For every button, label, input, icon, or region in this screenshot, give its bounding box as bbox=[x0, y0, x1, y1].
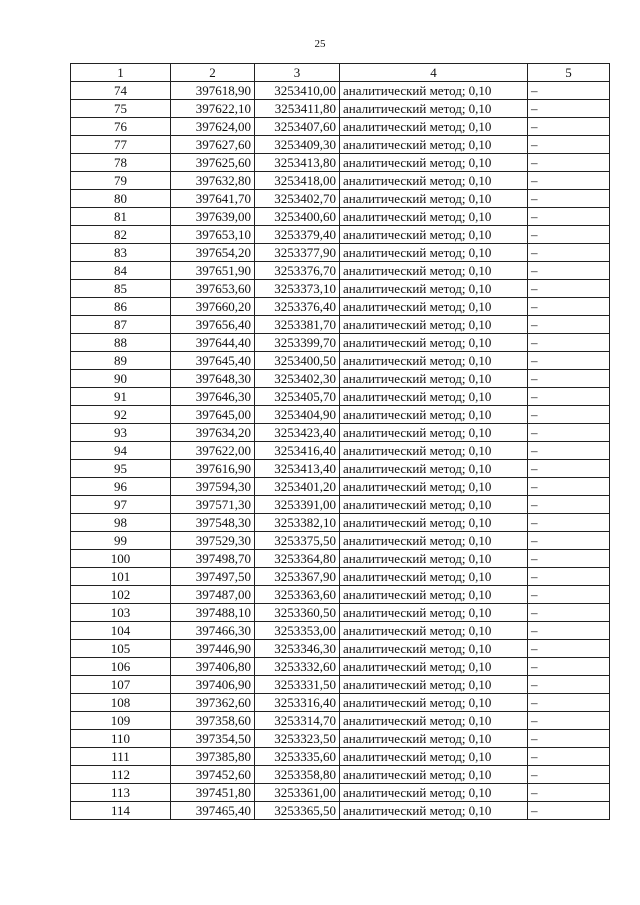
table-header bbox=[71, 64, 610, 82]
table-row bbox=[71, 460, 610, 478]
method-accuracy-cell: аналитический метод; 0,10 bbox=[340, 442, 528, 460]
point-number-cell: 86 bbox=[71, 298, 171, 316]
note-cell: – bbox=[528, 730, 610, 748]
note-cell: – bbox=[528, 172, 610, 190]
x-coordinate-cell: 397646,30 bbox=[171, 388, 255, 406]
x-coordinate-cell: 397653,60 bbox=[171, 280, 255, 298]
note-cell: – bbox=[528, 316, 610, 334]
note-cell: – bbox=[528, 100, 610, 118]
table-row bbox=[71, 352, 610, 370]
method-accuracy-cell: аналитический метод; 0,10 bbox=[340, 262, 528, 280]
y-coordinate-cell: 3253400,50 bbox=[255, 352, 340, 370]
note-cell: – bbox=[528, 136, 610, 154]
x-coordinate-cell: 397648,30 bbox=[171, 370, 255, 388]
method-accuracy-cell: аналитический метод; 0,10 bbox=[340, 316, 528, 334]
note-cell: – bbox=[528, 568, 610, 586]
note-cell: – bbox=[528, 766, 610, 784]
x-coordinate-cell: 397354,50 bbox=[171, 730, 255, 748]
method-accuracy-cell: аналитический метод; 0,10 bbox=[340, 406, 528, 424]
table-row bbox=[71, 676, 610, 694]
note-cell: – bbox=[528, 712, 610, 730]
point-number-cell: 113 bbox=[71, 784, 171, 802]
y-coordinate-cell: 3253331,50 bbox=[255, 676, 340, 694]
note-cell: – bbox=[528, 424, 610, 442]
x-coordinate-cell: 397465,40 bbox=[171, 802, 255, 820]
table-row bbox=[71, 226, 610, 244]
y-coordinate-cell: 3253323,50 bbox=[255, 730, 340, 748]
x-coordinate-cell: 397622,10 bbox=[171, 100, 255, 118]
point-number-cell: 85 bbox=[71, 280, 171, 298]
y-coordinate-cell: 3253405,70 bbox=[255, 388, 340, 406]
x-coordinate-cell: 397497,50 bbox=[171, 568, 255, 586]
x-coordinate-cell: 397488,10 bbox=[171, 604, 255, 622]
method-accuracy-cell: аналитический метод; 0,10 bbox=[340, 514, 528, 532]
point-number-cell: 92 bbox=[71, 406, 171, 424]
x-coordinate-cell: 397616,90 bbox=[171, 460, 255, 478]
method-accuracy-cell: аналитический метод; 0,10 bbox=[340, 622, 528, 640]
note-cell: – bbox=[528, 478, 610, 496]
note-cell: – bbox=[528, 550, 610, 568]
method-accuracy-cell: аналитический метод; 0,10 bbox=[340, 226, 528, 244]
table-row bbox=[71, 406, 610, 424]
point-number-cell: 100 bbox=[71, 550, 171, 568]
header-row bbox=[71, 64, 610, 82]
note-cell: – bbox=[528, 748, 610, 766]
x-coordinate-cell: 397618,90 bbox=[171, 82, 255, 100]
y-coordinate-cell: 3253316,40 bbox=[255, 694, 340, 712]
note-cell: – bbox=[528, 226, 610, 244]
method-accuracy-cell: аналитический метод; 0,10 bbox=[340, 352, 528, 370]
method-accuracy-cell: аналитический метод; 0,10 bbox=[340, 280, 528, 298]
note-cell: – bbox=[528, 622, 610, 640]
y-coordinate-cell: 3253377,90 bbox=[255, 244, 340, 262]
x-coordinate-cell: 397656,40 bbox=[171, 316, 255, 334]
note-cell: – bbox=[528, 298, 610, 316]
point-number-cell: 96 bbox=[71, 478, 171, 496]
point-number-cell: 83 bbox=[71, 244, 171, 262]
y-coordinate-cell: 3253365,50 bbox=[255, 802, 340, 820]
point-number-cell: 88 bbox=[71, 334, 171, 352]
table-row bbox=[71, 334, 610, 352]
y-coordinate-cell: 3253413,40 bbox=[255, 460, 340, 478]
table-row bbox=[71, 604, 610, 622]
table-row bbox=[71, 568, 610, 586]
method-accuracy-cell: аналитический метод; 0,10 bbox=[340, 478, 528, 496]
x-coordinate-cell: 397645,00 bbox=[171, 406, 255, 424]
y-coordinate-cell: 3253335,60 bbox=[255, 748, 340, 766]
note-cell: – bbox=[528, 586, 610, 604]
x-coordinate-cell: 397406,90 bbox=[171, 676, 255, 694]
table-row bbox=[71, 532, 610, 550]
y-coordinate-cell: 3253367,90 bbox=[255, 568, 340, 586]
point-number-cell: 87 bbox=[71, 316, 171, 334]
point-number-cell: 74 bbox=[71, 82, 171, 100]
table-row bbox=[71, 298, 610, 316]
note-cell: – bbox=[528, 532, 610, 550]
x-coordinate-cell: 397624,00 bbox=[171, 118, 255, 136]
method-accuracy-cell: аналитический метод; 0,10 bbox=[340, 370, 528, 388]
point-number-cell: 106 bbox=[71, 658, 171, 676]
method-accuracy-cell: аналитический метод; 0,10 bbox=[340, 154, 528, 172]
x-coordinate-cell: 397358,60 bbox=[171, 712, 255, 730]
table-row bbox=[71, 514, 610, 532]
point-number-cell: 82 bbox=[71, 226, 171, 244]
x-coordinate-cell: 397632,80 bbox=[171, 172, 255, 190]
method-accuracy-cell: аналитический метод; 0,10 bbox=[340, 334, 528, 352]
table-row bbox=[71, 766, 610, 784]
y-coordinate-cell: 3253401,20 bbox=[255, 478, 340, 496]
note-cell: – bbox=[528, 208, 610, 226]
table-row bbox=[71, 424, 610, 442]
point-number-cell: 101 bbox=[71, 568, 171, 586]
point-number-cell: 77 bbox=[71, 136, 171, 154]
table-row bbox=[71, 496, 610, 514]
table-row bbox=[71, 136, 610, 154]
y-coordinate-cell: 3253399,70 bbox=[255, 334, 340, 352]
method-accuracy-cell: аналитический метод; 0,10 bbox=[340, 82, 528, 100]
x-coordinate-cell: 397641,70 bbox=[171, 190, 255, 208]
x-coordinate-cell: 397627,60 bbox=[171, 136, 255, 154]
note-cell: – bbox=[528, 370, 610, 388]
y-coordinate-cell: 3253376,70 bbox=[255, 262, 340, 280]
method-accuracy-cell: аналитический метод; 0,10 bbox=[340, 766, 528, 784]
point-number-cell: 76 bbox=[71, 118, 171, 136]
table-row bbox=[71, 262, 610, 280]
table-row bbox=[71, 586, 610, 604]
y-coordinate-cell: 3253410,00 bbox=[255, 82, 340, 100]
method-accuracy-cell: аналитический метод; 0,10 bbox=[340, 172, 528, 190]
x-coordinate-cell: 397639,00 bbox=[171, 208, 255, 226]
table-row bbox=[71, 370, 610, 388]
x-coordinate-cell: 397644,40 bbox=[171, 334, 255, 352]
note-cell: – bbox=[528, 388, 610, 406]
point-number-cell: 114 bbox=[71, 802, 171, 820]
y-coordinate-cell: 3253382,10 bbox=[255, 514, 340, 532]
point-number-cell: 95 bbox=[71, 460, 171, 478]
table-row bbox=[71, 640, 610, 658]
header-col-1: 1 bbox=[71, 64, 171, 82]
y-coordinate-cell: 3253411,80 bbox=[255, 100, 340, 118]
y-coordinate-cell: 3253360,50 bbox=[255, 604, 340, 622]
y-coordinate-cell: 3253346,30 bbox=[255, 640, 340, 658]
note-cell: – bbox=[528, 460, 610, 478]
table-row bbox=[71, 730, 610, 748]
method-accuracy-cell: аналитический метод; 0,10 bbox=[340, 640, 528, 658]
header-col-3: 3 bbox=[255, 64, 340, 82]
method-accuracy-cell: аналитический метод; 0,10 bbox=[340, 658, 528, 676]
y-coordinate-cell: 3253375,50 bbox=[255, 532, 340, 550]
header-col-4: 4 bbox=[340, 64, 528, 82]
note-cell: – bbox=[528, 802, 610, 820]
note-cell: – bbox=[528, 694, 610, 712]
table-row bbox=[71, 388, 610, 406]
table-row bbox=[71, 748, 610, 766]
method-accuracy-cell: аналитический метод; 0,10 bbox=[340, 784, 528, 802]
x-coordinate-cell: 397651,90 bbox=[171, 262, 255, 280]
y-coordinate-cell: 3253373,10 bbox=[255, 280, 340, 298]
y-coordinate-cell: 3253402,70 bbox=[255, 190, 340, 208]
method-accuracy-cell: аналитический метод; 0,10 bbox=[340, 190, 528, 208]
x-coordinate-cell: 397451,80 bbox=[171, 784, 255, 802]
point-number-cell: 109 bbox=[71, 712, 171, 730]
note-cell: – bbox=[528, 262, 610, 280]
point-number-cell: 94 bbox=[71, 442, 171, 460]
x-coordinate-cell: 397452,60 bbox=[171, 766, 255, 784]
method-accuracy-cell: аналитический метод; 0,10 bbox=[340, 586, 528, 604]
y-coordinate-cell: 3253404,90 bbox=[255, 406, 340, 424]
point-number-cell: 102 bbox=[71, 586, 171, 604]
method-accuracy-cell: аналитический метод; 0,10 bbox=[340, 550, 528, 568]
note-cell: – bbox=[528, 604, 610, 622]
x-coordinate-cell: 397645,40 bbox=[171, 352, 255, 370]
y-coordinate-cell: 3253400,60 bbox=[255, 208, 340, 226]
point-number-cell: 103 bbox=[71, 604, 171, 622]
x-coordinate-cell: 397362,60 bbox=[171, 694, 255, 712]
method-accuracy-cell: аналитический метод; 0,10 bbox=[340, 748, 528, 766]
note-cell: – bbox=[528, 154, 610, 172]
y-coordinate-cell: 3253407,60 bbox=[255, 118, 340, 136]
table-row bbox=[71, 784, 610, 802]
point-number-cell: 84 bbox=[71, 262, 171, 280]
x-coordinate-cell: 397498,70 bbox=[171, 550, 255, 568]
point-number-cell: 98 bbox=[71, 514, 171, 532]
note-cell: – bbox=[528, 442, 610, 460]
note-cell: – bbox=[528, 280, 610, 298]
y-coordinate-cell: 3253314,70 bbox=[255, 712, 340, 730]
y-coordinate-cell: 3253409,30 bbox=[255, 136, 340, 154]
method-accuracy-cell: аналитический метод; 0,10 bbox=[340, 100, 528, 118]
table-row bbox=[71, 190, 610, 208]
note-cell: – bbox=[528, 334, 610, 352]
x-coordinate-cell: 397466,30 bbox=[171, 622, 255, 640]
method-accuracy-cell: аналитический метод; 0,10 bbox=[340, 712, 528, 730]
method-accuracy-cell: аналитический метод; 0,10 bbox=[340, 208, 528, 226]
x-coordinate-cell: 397625,60 bbox=[171, 154, 255, 172]
point-number-cell: 80 bbox=[71, 190, 171, 208]
x-coordinate-cell: 397660,20 bbox=[171, 298, 255, 316]
method-accuracy-cell: аналитический метод; 0,10 bbox=[340, 136, 528, 154]
method-accuracy-cell: аналитический метод; 0,10 bbox=[340, 388, 528, 406]
point-number-cell: 107 bbox=[71, 676, 171, 694]
point-number-cell: 89 bbox=[71, 352, 171, 370]
point-number-cell: 97 bbox=[71, 496, 171, 514]
point-number-cell: 112 bbox=[71, 766, 171, 784]
y-coordinate-cell: 3253363,60 bbox=[255, 586, 340, 604]
table-row bbox=[71, 118, 610, 136]
point-number-cell: 110 bbox=[71, 730, 171, 748]
note-cell: – bbox=[528, 784, 610, 802]
y-coordinate-cell: 3253413,80 bbox=[255, 154, 340, 172]
point-number-cell: 81 bbox=[71, 208, 171, 226]
x-coordinate-cell: 397487,00 bbox=[171, 586, 255, 604]
y-coordinate-cell: 3253379,40 bbox=[255, 226, 340, 244]
note-cell: – bbox=[528, 496, 610, 514]
y-coordinate-cell: 3253376,40 bbox=[255, 298, 340, 316]
x-coordinate-cell: 397654,20 bbox=[171, 244, 255, 262]
table-row bbox=[71, 100, 610, 118]
point-number-cell: 78 bbox=[71, 154, 171, 172]
method-accuracy-cell: аналитический метод; 0,10 bbox=[340, 460, 528, 478]
y-coordinate-cell: 3253381,70 bbox=[255, 316, 340, 334]
y-coordinate-cell: 3253364,80 bbox=[255, 550, 340, 568]
x-coordinate-cell: 397385,80 bbox=[171, 748, 255, 766]
table-row bbox=[71, 442, 610, 460]
table-row bbox=[71, 280, 610, 298]
y-coordinate-cell: 3253358,80 bbox=[255, 766, 340, 784]
note-cell: – bbox=[528, 658, 610, 676]
table-row bbox=[71, 172, 610, 190]
x-coordinate-cell: 397548,30 bbox=[171, 514, 255, 532]
point-number-cell: 99 bbox=[71, 532, 171, 550]
table-row bbox=[71, 622, 610, 640]
table-row bbox=[71, 82, 610, 100]
y-coordinate-cell: 3253332,60 bbox=[255, 658, 340, 676]
note-cell: – bbox=[528, 676, 610, 694]
x-coordinate-cell: 397406,80 bbox=[171, 658, 255, 676]
y-coordinate-cell: 3253402,30 bbox=[255, 370, 340, 388]
method-accuracy-cell: аналитический метод; 0,10 bbox=[340, 730, 528, 748]
x-coordinate-cell: 397529,30 bbox=[171, 532, 255, 550]
table-row bbox=[71, 154, 610, 172]
x-coordinate-cell: 397653,10 bbox=[171, 226, 255, 244]
method-accuracy-cell: аналитический метод; 0,10 bbox=[340, 568, 528, 586]
y-coordinate-cell: 3253391,00 bbox=[255, 496, 340, 514]
note-cell: – bbox=[528, 118, 610, 136]
table-row bbox=[71, 244, 610, 262]
y-coordinate-cell: 3253416,40 bbox=[255, 442, 340, 460]
point-number-cell: 91 bbox=[71, 388, 171, 406]
table-row bbox=[71, 478, 610, 496]
header-col-2: 2 bbox=[171, 64, 255, 82]
note-cell: – bbox=[528, 406, 610, 424]
table-row bbox=[71, 712, 610, 730]
point-number-cell: 79 bbox=[71, 172, 171, 190]
note-cell: – bbox=[528, 352, 610, 370]
x-coordinate-cell: 397446,90 bbox=[171, 640, 255, 658]
method-accuracy-cell: аналитический метод; 0,10 bbox=[340, 532, 528, 550]
method-accuracy-cell: аналитический метод; 0,10 bbox=[340, 604, 528, 622]
method-accuracy-cell: аналитический метод; 0,10 bbox=[340, 802, 528, 820]
note-cell: – bbox=[528, 640, 610, 658]
y-coordinate-cell: 3253418,00 bbox=[255, 172, 340, 190]
table-row bbox=[71, 316, 610, 334]
table-row bbox=[71, 694, 610, 712]
method-accuracy-cell: аналитический метод; 0,10 bbox=[340, 118, 528, 136]
page-number: 25 bbox=[314, 38, 326, 50]
method-accuracy-cell: аналитический метод; 0,10 bbox=[340, 424, 528, 442]
table-body bbox=[71, 82, 610, 820]
method-accuracy-cell: аналитический метод; 0,10 bbox=[340, 496, 528, 514]
coordinates-table bbox=[70, 63, 610, 820]
table-row bbox=[71, 658, 610, 676]
point-number-cell: 104 bbox=[71, 622, 171, 640]
method-accuracy-cell: аналитический метод; 0,10 bbox=[340, 694, 528, 712]
note-cell: – bbox=[528, 190, 610, 208]
point-number-cell: 93 bbox=[71, 424, 171, 442]
point-number-cell: 105 bbox=[71, 640, 171, 658]
method-accuracy-cell: аналитический метод; 0,10 bbox=[340, 244, 528, 262]
y-coordinate-cell: 3253423,40 bbox=[255, 424, 340, 442]
table-row bbox=[71, 802, 610, 820]
point-number-cell: 111 bbox=[71, 748, 171, 766]
y-coordinate-cell: 3253353,00 bbox=[255, 622, 340, 640]
x-coordinate-cell: 397634,20 bbox=[171, 424, 255, 442]
note-cell: – bbox=[528, 244, 610, 262]
x-coordinate-cell: 397594,30 bbox=[171, 478, 255, 496]
y-coordinate-cell: 3253361,00 bbox=[255, 784, 340, 802]
x-coordinate-cell: 397571,30 bbox=[171, 496, 255, 514]
point-number-cell: 108 bbox=[71, 694, 171, 712]
method-accuracy-cell: аналитический метод; 0,10 bbox=[340, 676, 528, 694]
method-accuracy-cell: аналитический метод; 0,10 bbox=[340, 298, 528, 316]
note-cell: – bbox=[528, 514, 610, 532]
point-number-cell: 75 bbox=[71, 100, 171, 118]
point-number-cell: 90 bbox=[71, 370, 171, 388]
table-row bbox=[71, 550, 610, 568]
table-row bbox=[71, 208, 610, 226]
x-coordinate-cell: 397622,00 bbox=[171, 442, 255, 460]
header-col-5: 5 bbox=[528, 64, 610, 82]
note-cell: – bbox=[528, 82, 610, 100]
